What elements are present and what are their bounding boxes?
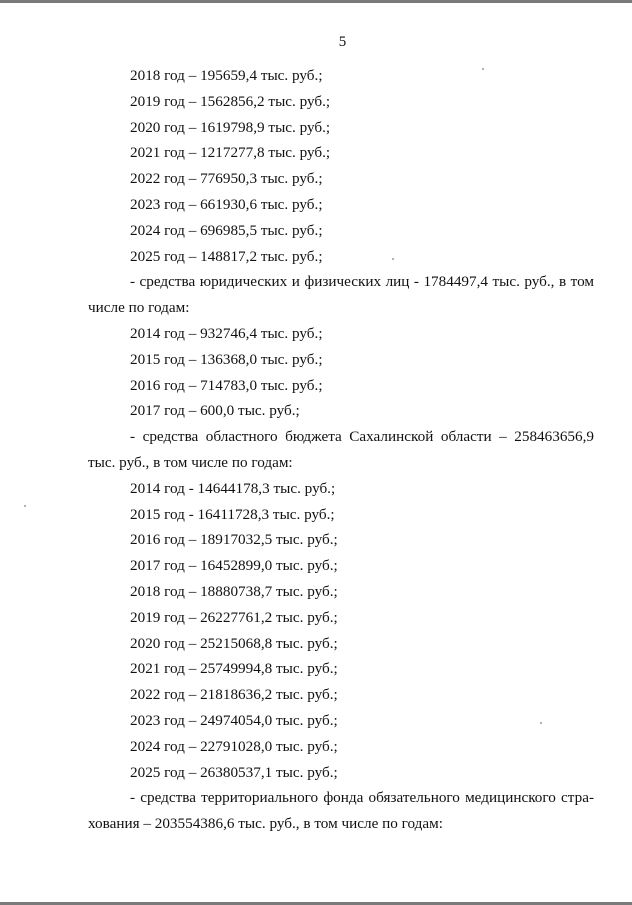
text-line: 2018 год – 18880738,7 тыс. руб.; [130,582,338,600]
page-number: 5 [338,34,347,50]
text-line: 2024 год – 22791028,0 тыс. руб.; [130,737,338,755]
text-line: 2017 год – 600,0 тыс. руб.; [130,402,300,420]
text-line: числе по годам: [88,299,190,317]
text-line: 2014 год – 932746,4 тыс. руб.; [130,324,323,342]
scan-top-edge [0,0,632,3]
text-line: - средства областного бюджета Сахалинской области – 258463656,9 [130,428,594,446]
text-line: 2025 год – 26380537,1 тыс. руб.; [130,763,338,781]
document-body [88,63,594,837]
text-line: 2020 год – 1619798,9 тыс. руб.; [130,118,331,136]
text-line: 2021 год – 25749994,8 тыс. руб.; [130,660,338,678]
text-line: - средства юридических и физических лиц - 1784497,4 тыс. руб., в том [130,273,594,291]
scan-speck [482,68,484,70]
text-line: хования – 203554386,6 тыс. руб., в том числе по годам: [88,815,443,833]
text-line: 2024 год – 696985,5 тыс. руб.; [130,221,323,239]
text-line: 2019 год – 1562856,2 тыс. руб.; [130,92,331,110]
scan-speck [24,505,26,507]
text-line: 2022 год – 776950,3 тыс. руб.; [130,170,323,188]
text-line: 2019 год – 26227761,2 тыс. руб.; [130,608,338,626]
text-line: 2022 год – 21818636,2 тыс. руб.; [130,686,338,704]
text-line: 2018 год – 195659,4 тыс. руб.; [130,67,323,84]
text-line: 2023 год – 24974054,0 тыс. руб.; [130,711,338,729]
text-line: 2025 год – 148817,2 тыс. руб.; [130,247,323,265]
text-line: 2016 год – 714783,0 тыс. руб.; [130,376,323,394]
text-line: тыс. руб., в том числе по годам: [88,453,293,471]
text-line: 2015 год - 16411728,3 тыс. руб.; [130,505,335,523]
text-line: 2016 год – 18917032,5 тыс. руб.; [130,531,338,549]
text-line: 2023 год – 661930,6 тыс. руб.; [130,195,323,213]
text-line: 2020 год – 25215068,8 тыс. руб.; [130,634,338,652]
scan-speck [392,258,394,260]
text-line: 2017 год – 16452899,0 тыс. руб.; [130,557,338,575]
scan-speck [540,722,542,724]
text-line: 2014 год - 14644178,3 тыс. руб.; [130,479,336,497]
text-line: - средства территориального фонда обязательного медицинского стра- [130,789,594,807]
text-line: 2015 год – 136368,0 тыс. руб.; [130,350,323,368]
text-line: 2021 год – 1217277,8 тыс. руб.; [130,144,331,162]
